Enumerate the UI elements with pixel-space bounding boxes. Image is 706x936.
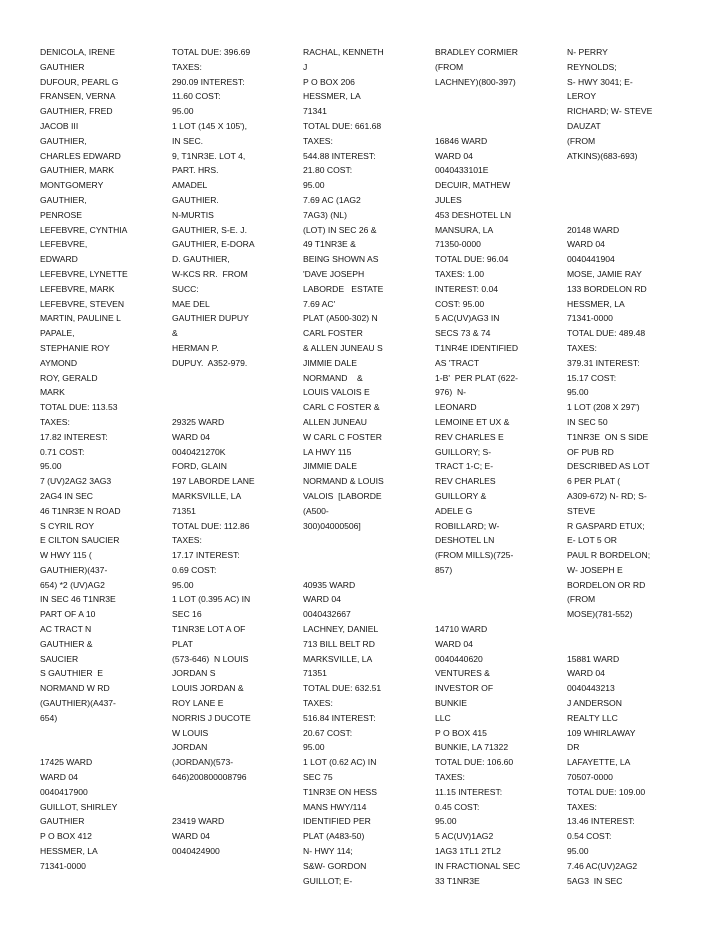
listing-text-line: TOTAL DUE: 96.04 bbox=[435, 254, 509, 265]
listing-text-line: MAE DEL bbox=[172, 298, 210, 309]
listing-text-line: TAXES: bbox=[435, 772, 465, 783]
listing-text-line bbox=[40, 726, 166, 741]
listing-text-line: OF PUB RD bbox=[567, 446, 614, 457]
listing-text-line: 0040433101E bbox=[435, 165, 489, 176]
listing-text-line: REALTY LLC bbox=[567, 712, 618, 723]
listing-column-4 bbox=[435, 45, 561, 888]
listing-text-line bbox=[567, 163, 693, 178]
listing-text-line: N-MURTIS bbox=[172, 209, 214, 220]
listing-text-line: 5 AC(UV)1AG2 bbox=[435, 831, 494, 842]
listing-text-line: 0040443213 bbox=[567, 683, 615, 694]
listing-text-line: LEONARD bbox=[435, 402, 477, 413]
listing-text-line: 20148 WARD bbox=[567, 224, 620, 235]
listing-text-line bbox=[567, 193, 693, 208]
listing-text-line: IDENTIFIED PER bbox=[303, 816, 371, 827]
listing-text-line: TOTAL DUE: 396.69 bbox=[172, 47, 251, 57]
listing-text-line: AYMOND bbox=[40, 357, 78, 368]
listing-text-line: PAUL R BORDELON; bbox=[567, 550, 651, 561]
listing-text-line: MANS HWY/114 bbox=[303, 801, 367, 812]
listing-text-line: S&W- GORDON bbox=[303, 860, 367, 871]
listing-text-line bbox=[303, 533, 429, 548]
listing-text-line: TAXES: bbox=[567, 342, 597, 353]
listing-text-line: LEROY bbox=[567, 91, 597, 102]
listing-text-line: N- HWY 114; bbox=[303, 846, 353, 857]
listing-text-line: LEFEBVRE, STEVEN bbox=[40, 298, 125, 309]
listing-text-line bbox=[172, 385, 298, 400]
listing-text-line: GUILLORY & bbox=[435, 490, 487, 501]
listing-text-line: 40935 WARD bbox=[303, 579, 356, 590]
listing-text-line: 1 LOT (0.395 AC) IN bbox=[172, 594, 251, 605]
listing-text-line: 6 PER PLAT ( bbox=[567, 476, 621, 487]
listing-text-line: GUILLORY; S- bbox=[435, 446, 492, 457]
listing-text-line: HERMAN P. bbox=[172, 342, 219, 353]
listing-text-line: VALOIS [LABORDE bbox=[303, 490, 382, 501]
listing-text-line: T1NR3E ON HESS bbox=[303, 786, 378, 797]
listing-text-line: S- HWY 3041; E- bbox=[567, 76, 633, 87]
listing-text-line: 17425 WARD bbox=[40, 757, 93, 768]
listing-text-line: AC TRACT N bbox=[40, 624, 92, 635]
listing-text-line: HESSMER, LA bbox=[567, 298, 625, 309]
listing-text-line: TAXES: bbox=[172, 535, 202, 546]
listing-text-line: 0040424900 bbox=[172, 846, 220, 857]
listing-text-line: BUNKIE bbox=[435, 698, 467, 709]
listing-text-line: GAUTHIER bbox=[40, 816, 85, 827]
listing-text-line: 0040421270K bbox=[172, 446, 226, 457]
listing-text-line: R GASPARD ETUX; bbox=[567, 520, 645, 531]
listing-text-line: LAFAYETTE, LA bbox=[567, 757, 631, 768]
listing-text-line: 49 T1NR3E & bbox=[303, 239, 356, 250]
listing-text-line: 0040441904 bbox=[567, 254, 615, 265]
listing-text-line: (A500- bbox=[303, 505, 329, 516]
listing-text-line: SECS 73 & 74 bbox=[435, 328, 491, 339]
listing-text-line: IN SEC 46 T1NR3E bbox=[40, 594, 116, 605]
listing-text-line: 379.31 INTEREST: bbox=[567, 357, 640, 368]
listing-text-line: NORMAND W RD bbox=[40, 683, 110, 694]
listing-text-line: ADELE G bbox=[435, 505, 473, 516]
listing-text-line: PART OF A 10 bbox=[40, 609, 96, 620]
listing-text-line: MANSURA, LA bbox=[435, 224, 494, 235]
listing-text-line: J ANDERSON bbox=[567, 698, 622, 709]
listing-text-line: COST: 95.00 bbox=[435, 298, 485, 309]
listing-text-line: 71350-0000 bbox=[435, 239, 481, 250]
listing-text-line: TOTAL DUE: 112.86 bbox=[172, 520, 250, 531]
listing-text-line: RICHARD; W- STEVE bbox=[567, 106, 653, 117]
listing-text-line: 13.46 INTEREST: bbox=[567, 816, 635, 827]
listing-text-line: ATKINS)(683-693) bbox=[567, 150, 638, 161]
listing-text-line: BEING SHOWN AS bbox=[303, 254, 379, 265]
listing-text-line: BORDELON OR RD bbox=[567, 579, 646, 590]
listing-text-line: GAUTHIER & bbox=[40, 638, 93, 649]
listing-text-line: TAXES: bbox=[40, 416, 70, 427]
listing-text-line: 0040440620 bbox=[435, 653, 483, 664]
listing-text-line: 1-B' PER PLAT (622- bbox=[435, 372, 518, 383]
listing-text-line: T1NR3E ON S SIDE bbox=[567, 431, 649, 442]
listing-text-line: 17.17 INTEREST: bbox=[172, 550, 240, 561]
listing-text-line: WARD 04 bbox=[567, 668, 605, 679]
listing-text-line: 0.54 COST: bbox=[567, 831, 612, 842]
listing-text-line: 29325 WARD bbox=[172, 416, 225, 427]
listing-text-line: PART. HRS. bbox=[172, 165, 219, 176]
listing-text-line: 1 LOT (145 X 105'), bbox=[172, 120, 248, 131]
listing-text-line bbox=[172, 800, 298, 815]
listing-text-line: 654) *2 (UV)AG2 bbox=[40, 579, 105, 590]
listing-text-line: TOTAL DUE: 106.60 bbox=[435, 757, 514, 768]
listing-text-line: EDWARD bbox=[40, 254, 78, 265]
listing-text-line: 2AG4 IN SEC bbox=[40, 490, 94, 501]
listing-text-line: DESHOTEL LN bbox=[435, 535, 495, 546]
listing-text-line: T1NR4E IDENTIFIED bbox=[435, 342, 519, 353]
listing-text-line: TOTAL DUE: 632.51 bbox=[303, 683, 382, 694]
listing-text-line: 71351 bbox=[303, 668, 327, 679]
listing-text-line bbox=[172, 785, 298, 800]
listing-text-line: REYNOLDS; bbox=[567, 61, 617, 72]
listing-text-line: 71341 bbox=[303, 106, 327, 117]
listing-text-line: 1 LOT (208 X 297') bbox=[567, 402, 640, 413]
listing-text-line: ALLEN JUNEAU bbox=[303, 416, 367, 427]
listing-text-line: 21.80 COST: bbox=[303, 165, 353, 176]
listing-text-line: GAUTHIER, bbox=[40, 135, 87, 146]
listing-text-line: E CILTON SAUCIER bbox=[40, 535, 120, 546]
listing-text-line: REV CHARLES bbox=[435, 476, 496, 487]
listing-text-line: 16846 WARD bbox=[435, 135, 488, 146]
listing-text-line: 290.09 INTEREST: bbox=[172, 76, 245, 87]
listing-text-line: 654) bbox=[40, 712, 58, 723]
listing-text-line: LA HWY 115 bbox=[303, 446, 352, 457]
listing-text-line: 95.00 bbox=[435, 816, 457, 827]
listing-text-line: (JORDAN)(573- bbox=[172, 757, 234, 768]
listing-text-line: LEMOINE ET UX & bbox=[435, 416, 510, 427]
listing-text-line: 15881 WARD bbox=[567, 653, 620, 664]
listing-text-line: 95.00 bbox=[40, 461, 62, 472]
listing-text-line: 71341-0000 bbox=[567, 313, 613, 324]
listing-text-line: STEPHANIE ROY bbox=[40, 342, 110, 353]
listing-text-line: WARD 04 bbox=[567, 239, 605, 250]
listing-text-line: D. GAUTHIER, bbox=[172, 254, 230, 265]
listing-text-line: SEC 16 bbox=[172, 609, 202, 620]
listing-text-line bbox=[40, 740, 166, 755]
listing-text-line: CHARLES EDWARD bbox=[40, 150, 121, 161]
listing-text-line: JIMMIE DALE bbox=[303, 461, 357, 472]
listing-text-line: 516.84 INTEREST: bbox=[303, 712, 376, 723]
listing-text-line: BRADLEY CORMIER bbox=[435, 47, 518, 57]
listing-text-line bbox=[435, 89, 561, 104]
listing-text-line: 7 (UV)2AG2 3AG3 bbox=[40, 476, 112, 487]
listing-text-line: 95.00 bbox=[567, 387, 589, 398]
listing-column-1 bbox=[40, 45, 166, 874]
listing-text-line: TAXES: bbox=[172, 61, 202, 72]
listing-text-line: DENICOLA, IRENE bbox=[40, 47, 115, 57]
listing-text-line: STEVE bbox=[567, 505, 596, 516]
listing-text-line: LEFEBVRE, MARK bbox=[40, 283, 115, 294]
listing-text-line: GAUTHIER, S-E. J. bbox=[172, 224, 247, 235]
listing-text-line: 95.00 bbox=[567, 846, 589, 857]
listing-text-line: TOTAL DUE: 489.48 bbox=[567, 328, 646, 339]
listing-text-line: S CYRIL ROY bbox=[40, 520, 95, 531]
listing-text-line: LOUIS JORDAN & bbox=[172, 683, 244, 694]
listing-text-line: (573-646) N LOUIS bbox=[172, 653, 249, 664]
listing-text-line: DUFOUR, PEARL G bbox=[40, 76, 119, 87]
listing-text-line: 1 LOT (0.62 AC) IN bbox=[303, 757, 377, 768]
listing-text-line: W CARL C FOSTER bbox=[303, 431, 382, 442]
listing-text-line bbox=[172, 400, 298, 415]
listing-column-5 bbox=[567, 45, 693, 888]
listing-text-line: & ALLEN JUNEAU S bbox=[303, 342, 383, 353]
listing-text-line bbox=[567, 208, 693, 223]
listing-text-line: 95.00 bbox=[303, 180, 325, 191]
listing-text-line: MARKSVILLE, LA bbox=[303, 653, 373, 664]
listing-text-line: 0.71 COST: bbox=[40, 446, 85, 457]
listing-text-line: LABORDE ESTATE bbox=[303, 283, 384, 294]
listing-text-line: S GAUTHIER E bbox=[40, 668, 104, 679]
listing-text-line: DR bbox=[567, 742, 580, 753]
listing-text-line bbox=[172, 371, 298, 386]
listing-text-line: 11.15 INTEREST: bbox=[435, 786, 503, 797]
listing-text-line: 'DAVE JOSEPH bbox=[303, 268, 365, 279]
listing-text-line: 46 T1NR3E N ROAD bbox=[40, 505, 121, 516]
listing-text-line: E- LOT 5 OR bbox=[567, 535, 617, 546]
listing-text-line: FRANSEN, VERNA bbox=[40, 91, 116, 102]
listing-text-line: GAUTHIER. bbox=[172, 194, 219, 205]
listing-text-line: INTEREST: 0.04 bbox=[435, 283, 499, 294]
listing-text-line: GAUTHIER, bbox=[40, 194, 87, 205]
listing-text-line: PLAT bbox=[172, 638, 193, 649]
listing-text-line: WARD 04 bbox=[40, 772, 78, 783]
listing-text-line: 453 DESHOTEL LN bbox=[435, 209, 512, 220]
listing-text-line: MARKSVILLE, LA bbox=[172, 490, 242, 501]
listing-text-line: TRACT 1-C; E- bbox=[435, 461, 494, 472]
listing-text-line: MOSE, JAMIE RAY bbox=[567, 268, 642, 279]
listing-text-line: CARL FOSTER bbox=[303, 328, 363, 339]
listing-text-line: NORRIS J DUCOTE bbox=[172, 712, 251, 723]
listing-text-line: AS 'TRACT bbox=[435, 357, 480, 368]
listing-text-line: MARK bbox=[40, 387, 65, 398]
listing-text-line: DECUIR, MATHEW bbox=[435, 180, 511, 191]
listing-text-line: 33 T1NR3E bbox=[435, 875, 480, 886]
listing-text-line: 197 LABORDE LANE bbox=[172, 476, 255, 487]
listing-text-line: CARL C FOSTER & bbox=[303, 402, 380, 413]
listing-text-line: LEFEBVRE, LYNETTE bbox=[40, 268, 128, 279]
listing-text-line: 14710 WARD bbox=[435, 624, 488, 635]
listing-text-line: SAUCIER bbox=[40, 653, 79, 664]
listing-text-line: 7.46 AC(UV)2AG2 bbox=[567, 860, 638, 871]
listing-text-line: LACHNEY, DANIEL bbox=[303, 624, 379, 635]
listing-text-line: (LOT) IN SEC 26 & bbox=[303, 224, 377, 235]
listing-text-line: IN SEC 50 bbox=[567, 416, 608, 427]
listing-column-3 bbox=[303, 45, 429, 888]
listing-text-line: JORDAN bbox=[172, 742, 208, 753]
listing-text-line: IN FRACTIONAL SEC bbox=[435, 860, 521, 871]
listing-text-line: WARD 04 bbox=[172, 431, 210, 442]
listing-text-line bbox=[303, 563, 429, 578]
listing-text-line: MOSE)(781-552) bbox=[567, 609, 633, 620]
listing-text-line: FORD, GLAIN bbox=[172, 461, 227, 472]
listing-text-line: REV CHARLES E bbox=[435, 431, 504, 442]
listing-text-line: 95.00 bbox=[172, 579, 194, 590]
listing-text-line: P O BOX 412 bbox=[40, 831, 92, 842]
listing-text-line: A309-672) N- RD; S- bbox=[567, 490, 647, 501]
listing-text-line: PAPALE, bbox=[40, 328, 75, 339]
listing-text-line: GAUTHIER, E-DORA bbox=[172, 239, 255, 250]
listing-text-line bbox=[435, 119, 561, 134]
listing-text-line: GUILLOT; E- bbox=[303, 875, 353, 886]
listing-text-line: 0040432667 bbox=[303, 609, 351, 620]
listing-text-line: TOTAL DUE: 109.00 bbox=[567, 786, 646, 797]
listing-text-line: JORDAN S bbox=[172, 668, 216, 679]
listing-text-line bbox=[303, 548, 429, 563]
listing-text-line bbox=[567, 178, 693, 193]
listing-text-line: 857) bbox=[435, 564, 453, 575]
listing-text-line: 0040417900 bbox=[40, 786, 88, 797]
listing-text-line: INVESTOR OF bbox=[435, 683, 494, 694]
listing-text-line: (FROM bbox=[567, 135, 596, 146]
listing-text-line: JIMMIE DALE bbox=[303, 357, 357, 368]
listing-text-line bbox=[435, 104, 561, 119]
listing-text-line: P O BOX 415 bbox=[435, 727, 487, 738]
listing-text-line: SUCC: bbox=[172, 283, 199, 294]
listing-text-line: DAUZAT bbox=[567, 120, 601, 131]
listing-text-line bbox=[567, 637, 693, 652]
listing-text-line: DUPUY. A352-979. bbox=[172, 357, 248, 368]
listing-text-line: GAUTHIER, MARK bbox=[40, 165, 115, 176]
listing-text-line: 17.82 INTEREST: bbox=[40, 431, 108, 442]
listing-text-line: W HWY 115 ( bbox=[40, 550, 92, 561]
listing-text-line: 7AG3) (NL) bbox=[303, 209, 347, 220]
listing-text-line: LEFEBVRE, bbox=[40, 239, 88, 250]
listing-text-line: NORMAND & bbox=[303, 372, 363, 383]
listing-text-line: DESCRIBED AS LOT bbox=[567, 461, 650, 472]
listing-text-line: RACHAL, KENNETH bbox=[303, 47, 384, 57]
listing-text-line bbox=[435, 607, 561, 622]
listing-text-line: 9, T1NR3E. LOT 4, bbox=[172, 150, 246, 161]
listing-text-line: SEC 75 bbox=[303, 772, 333, 783]
listing-text-line: MARTIN, PAULINE L bbox=[40, 313, 121, 324]
listing-text-line: (GAUTHIER)(A437- bbox=[40, 698, 116, 709]
listing-text-line: 544.88 INTEREST: bbox=[303, 150, 376, 161]
listing-text-line: 95.00 bbox=[303, 742, 325, 753]
listing-text-line: WARD 04 bbox=[435, 638, 473, 649]
listing-text-line: N- PERRY bbox=[567, 47, 608, 57]
listing-text-line: 71351 bbox=[172, 505, 196, 516]
listing-text-line: GUILLOT, SHIRLEY bbox=[40, 801, 118, 812]
listing-text-line: (FROM MILLS)(725- bbox=[435, 550, 514, 561]
listing-text-line: AMADEL bbox=[172, 180, 208, 191]
listing-text-line: PLAT (A483-50) bbox=[303, 831, 365, 842]
listing-text-line: GAUTHIER DUPUY bbox=[172, 313, 249, 324]
listing-text-line: WARD 04 bbox=[172, 831, 210, 842]
listing-text-line: TAXES: bbox=[303, 698, 333, 709]
listing-column-2 bbox=[172, 45, 298, 859]
listing-text-line: 7.69 AC' bbox=[303, 298, 336, 309]
listing-text-line: ROY, GERALD bbox=[40, 372, 98, 383]
listing-text-line: & bbox=[172, 328, 178, 339]
listing-text-line: PENROSE bbox=[40, 209, 83, 220]
listing-text-line: TAXES: 1.00 bbox=[435, 268, 485, 279]
listing-text-line bbox=[435, 578, 561, 593]
listing-text-line: LOUIS VALOIS E bbox=[303, 387, 370, 398]
listing-text-line: TAXES: bbox=[303, 135, 333, 146]
listing-text-line: W-KCS RR. FROM bbox=[172, 268, 248, 279]
listing-text-line: VENTURES & bbox=[435, 668, 490, 679]
listing-text-line: HESSMER, LA bbox=[40, 846, 98, 857]
listing-text-line: 20.67 COST: bbox=[303, 727, 353, 738]
listing-text-line: T1NR3E LOT A OF bbox=[172, 624, 246, 635]
listing-text-line: JACOB III bbox=[40, 120, 79, 131]
listing-text-line: J bbox=[303, 61, 308, 72]
listing-text-line: 1AG3 1TL1 2TL2 bbox=[435, 846, 501, 857]
listing-text-line: 7.69 AC (1AG2 bbox=[303, 194, 361, 205]
listing-text-line: ROBILLARD; W- bbox=[435, 520, 500, 531]
listing-text-line: 0.45 COST: bbox=[435, 801, 480, 812]
listing-text-line: PLAT (A500-302) N bbox=[303, 313, 378, 324]
listing-text-line: 133 BORDELON RD bbox=[567, 283, 647, 294]
listing-text-line: GAUTHIER bbox=[40, 61, 85, 72]
listing-text-line: 0.69 COST: bbox=[172, 564, 217, 575]
listing-text-line: WARD 04 bbox=[303, 594, 341, 605]
listing-text-line: MONTGOMERY bbox=[40, 180, 104, 191]
listing-text-line: LLC bbox=[435, 712, 451, 723]
listing-text-line: W- JOSEPH E bbox=[567, 564, 623, 575]
listing-text-line: 71341-0000 bbox=[40, 860, 86, 871]
listing-text-line: W LOUIS bbox=[172, 727, 209, 738]
listing-text-line: WARD 04 bbox=[435, 150, 473, 161]
listing-text-line: 109 WHIRLAWAY bbox=[567, 727, 636, 738]
listing-text-line bbox=[435, 592, 561, 607]
listing-text-line: 300)04000506] bbox=[303, 520, 361, 531]
listing-text-line: 70507-0000 bbox=[567, 772, 613, 783]
listing-text-line: TOTAL DUE: 113.53 bbox=[40, 402, 118, 413]
listing-text-line: 713 BILL BELT RD bbox=[303, 638, 375, 649]
listing-text-line: IN SEC. bbox=[172, 135, 204, 146]
listing-text-line: JULES bbox=[435, 194, 462, 205]
listing-text-line: GAUTHIER, FRED bbox=[40, 106, 113, 117]
listing-text-line: 646)200800008796 bbox=[172, 772, 247, 783]
listing-text-line: NORMAND & LOUIS bbox=[303, 476, 384, 487]
listing-text-line: TAXES: bbox=[567, 801, 597, 812]
listing-text-line: LACHNEY)(800-397) bbox=[435, 76, 516, 87]
listing-text-line: P O BOX 206 bbox=[303, 76, 355, 87]
listing-text-line: BUNKIE, LA 71322 bbox=[435, 742, 509, 753]
listing-text-line: (FROM bbox=[435, 61, 464, 72]
listing-text-line: 5AG3 IN SEC bbox=[567, 875, 623, 886]
listing-text-line: 5 AC(UV)AG3 IN bbox=[435, 313, 500, 324]
listing-text-line: ROY LANE E bbox=[172, 698, 224, 709]
listing-text-line: 11.60 COST: bbox=[172, 91, 221, 102]
listing-text-line: 23419 WARD bbox=[172, 816, 225, 827]
listing-text-line: HESSMER, LA bbox=[303, 91, 361, 102]
listing-text-line: (FROM bbox=[567, 594, 596, 605]
listing-text-line bbox=[567, 622, 693, 637]
listing-text-line: LEFEBVRE, CYNTHIA bbox=[40, 224, 128, 235]
listing-text-line: 95.00 bbox=[172, 106, 194, 117]
listing-text-line: GAUTHIER)(437- bbox=[40, 564, 108, 575]
listing-text-line: TOTAL DUE: 661.68 bbox=[303, 120, 382, 131]
listing-text-line: 976) N- bbox=[435, 387, 467, 398]
listing-text-line: 15.17 COST: bbox=[567, 372, 617, 383]
